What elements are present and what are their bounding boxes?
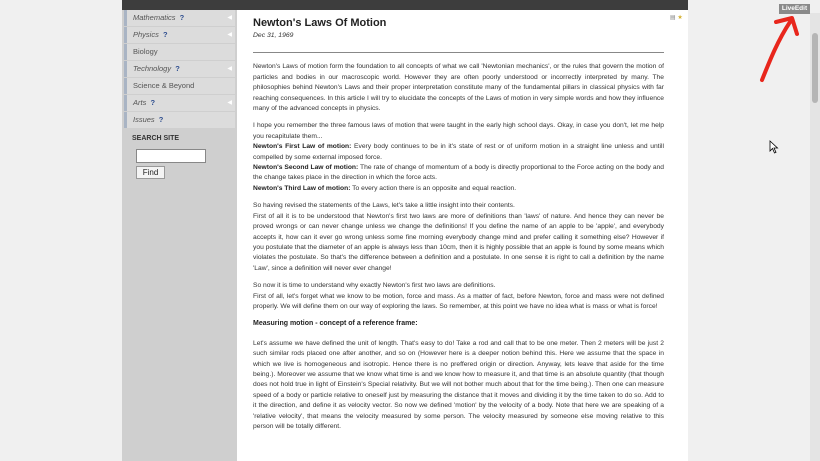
mouse-cursor-icon — [769, 140, 779, 154]
law-text: The rate of change of momentum of a body is directly proportional to the Force acting on the body and the change takes place in the direction in which the force acts. — [253, 164, 664, 182]
help-icon[interactable]: ? — [158, 115, 164, 124]
paragraph-forget: First of all, let's forget what we know to be motion, force and mass. As a matter of fact, before Newton, force and mass were not defined properly. We will define them on our way of exploring the laws. So remember, at this point we have no idea what is mass or what is force! — [253, 292, 664, 310]
search-title: SEARCH SITE — [132, 135, 180, 142]
paragraph-definitions: First of all it is to be understood that Newton's first two laws are more of definitions than 'laws' of nature. And hence they can never be proved wrongs or can never change unless we change the definitions! If you define the name of an apple to be 'apple', and everybody accepts it, how can it ever go wrong unless some fine morning everybody change mind and prefer calling it something else? However if you postulate that the diameter of an apple is always less than 10cm, then it is highly possible that an apple is found by some means which violates the postulate. So that's the difference between a definition and a postulate. In one sense it is right to call a definition by the name 'Law', since a definition will never ever change! — [253, 212, 664, 272]
expand-left-icon[interactable]: ◀ — [227, 100, 232, 106]
find-button[interactable]: Find — [136, 166, 165, 179]
sidebar-item-label: Physics — [133, 30, 159, 39]
sidebar-item-label: Biology — [133, 47, 158, 56]
paragraph-why-lead: So now it is time to understand why exactly Newton's first two laws are definitions. — [253, 282, 496, 290]
paragraph-reference-frame: Let's assume we have defined the unit of length. That's easy to do! Take a rod and call that to be one meter. Then 2 meters will be just 2 such similar rods placed one after another, and so on (However here is a deeper notion behind this. Here we assume that the space in which we live is homogeneous and isotropic. Hence there is no preffered origin or direction. Anyway, lets leave that aside for the time being.). Moreover we assume that we know what time is and we know how to measure it, and that time is an absolute quantity (that though does not hold true in light of Einstein's Special relativity. But we will not bother much about that for the time being.). Then one can measure speed of a body or particle relative to oneself just by measuring the distance that it moves and dividing it by the time taken to do so. Add to it the direction, and define it as velocity vector. So now we defined 'motion' by the velocity of a body. Note that here we are speaking of a 'relative velocity', that means the velocity measured by some person. The velocity measured by someone else moving relative to this person will be totally different. — [253, 339, 664, 430]
sidebar-item-label: Issues — [133, 115, 155, 124]
law-label: Newton's Third Law of motion: — [253, 184, 351, 192]
help-icon[interactable]: ? — [175, 64, 180, 73]
sidebar-item-label: Mathematics — [133, 13, 176, 22]
paragraph-recap: I hope you remember the three famous laws of motion that were taught in the early high school days. Okay, in case you don't, let me help you recapitulate them... — [253, 122, 664, 140]
paragraph-insight-lead: So having revised the statements of the Laws, let's take a little insight into their contents. — [253, 202, 515, 210]
page-title: Newton's Laws Of Motion — [253, 17, 387, 29]
sidebar-item-label: Arts — [133, 98, 147, 107]
sidebar-item-label: Science & Beyond — [133, 81, 195, 90]
print-icon[interactable]: ▤ — [670, 15, 676, 21]
law-text: To every action there is an opposite and equal reaction. — [350, 184, 517, 192]
star-icon[interactable]: ★ — [677, 15, 683, 21]
sidebar-item-label: Technology — [133, 64, 172, 73]
section-heading: Measuring motion - concept of a reference frame: — [253, 320, 418, 328]
help-icon[interactable]: ? — [162, 30, 168, 39]
law-label: Newton's First Law of motion: — [253, 143, 352, 151]
paragraph-intro: Newton's Laws of motion form the foundation to all concepts of what we call 'Newtonian mechanics', or the rules that govern the motion of particles and bodies in our macroscopic world. However they are often poorly understood or incorrectly interpreted by many. The philosophies behind Newton's Laws and their proper interpretation constitute many of the fundamental pillars in classical physics with far reaching consequences. In this article I will try to elucidate the concepts of the Laws of motion in very simple words and how they influence many of the advanced concepts in physics. — [253, 63, 664, 113]
article-date: Dec 31, 1969 — [253, 32, 294, 39]
expand-left-icon[interactable]: ◀ — [227, 66, 232, 72]
law-text: Every body continues to be in it's state of rest or of uniform motion in a straight line unless and untill compelled by some external imposed force. — [253, 143, 664, 161]
liveedit-button[interactable]: LiveEdit — [779, 4, 810, 14]
law-label: Newton's Second Law of motion: — [253, 164, 359, 172]
expand-left-icon[interactable]: ◀ — [227, 32, 232, 38]
help-icon[interactable]: ? — [150, 98, 156, 107]
help-icon[interactable]: ? — [179, 13, 185, 22]
expand-left-icon[interactable]: ◀ — [227, 15, 232, 21]
